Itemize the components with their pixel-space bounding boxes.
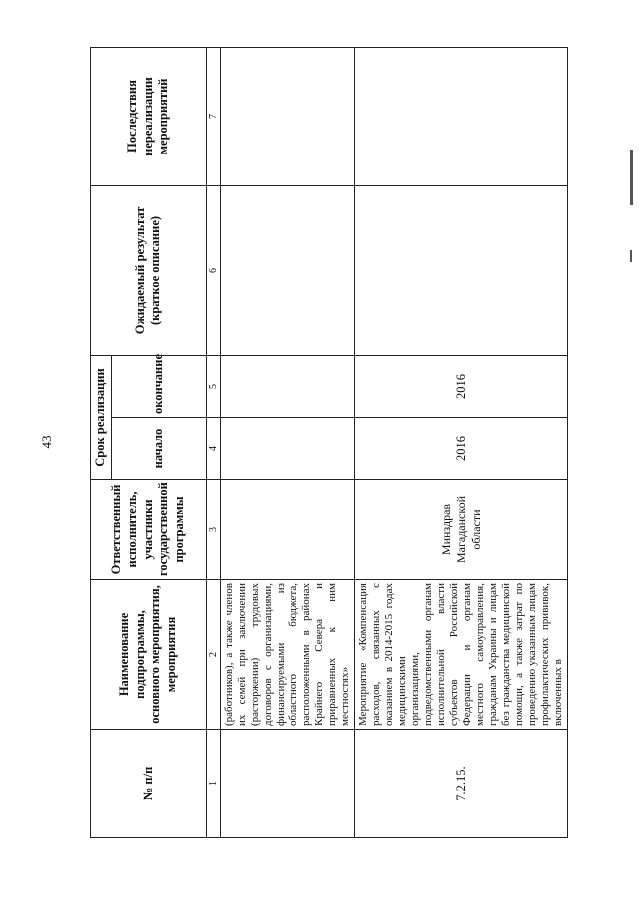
column-number: 3	[206, 480, 220, 580]
header-name: Наименование подпрограммы, основного мероприятия, мероприятия	[91, 580, 207, 730]
program-table	[90, 47, 568, 838]
row-name: (работников), а также членов их семей при заключении (расторжении) трудовых договоров с организациями, финансируемыми из областного бюджета, расположенными в районах Крайнего Севера и приравненных к ним местностях»	[220, 580, 355, 730]
row-executor	[220, 480, 355, 580]
header-result: Ожидаемый результат (краткое описание)	[91, 185, 207, 355]
column-number-row	[206, 47, 220, 837]
row-result	[355, 185, 568, 355]
column-number: 2	[206, 580, 220, 730]
scan-edge-mark	[630, 250, 632, 262]
row-consequences	[355, 47, 568, 185]
column-number: 1	[206, 730, 220, 838]
row-end	[220, 355, 355, 417]
column-number: 4	[206, 418, 220, 480]
row-name: Мероприятие «Компенсация расходов, связанных с оказанием в 2014-2015 годах медицинскими организациями, подведомственными органам исполнительной власти субъектов Российской Федерации и органам местного самоуправления, гражданам Украины и лицам без гражданства медицинской помощи, а также затрат по проведению указанным лицам профилактических прививок, включенных в	[355, 580, 568, 730]
rotated-table-sheet	[90, 48, 590, 838]
row-executor: Минздрав Магаданской области	[355, 480, 568, 580]
column-number: 5	[206, 355, 220, 417]
row-consequences	[220, 47, 355, 185]
table-row	[355, 47, 568, 837]
header-num: № п/п	[91, 730, 207, 838]
header-end: окончание	[111, 355, 206, 417]
row-start: 2016	[355, 418, 568, 480]
column-number: 7	[206, 47, 220, 185]
header-period: Срок реализации	[91, 355, 112, 479]
row-end: 2016	[355, 355, 568, 417]
row-num: 7.2.15.	[355, 730, 568, 838]
row-start	[220, 418, 355, 480]
page-number: 43	[39, 435, 54, 449]
column-number: 6	[206, 185, 220, 355]
scan-edge-mark	[630, 150, 633, 205]
row-num	[220, 730, 355, 838]
header-consequences: Последствия нереализации мероприятий	[91, 47, 207, 185]
header-start: начало	[111, 418, 206, 480]
table-row	[220, 47, 355, 837]
header-executor: Ответственный исполнитель, участники государственной программы	[91, 480, 207, 580]
row-result	[220, 185, 355, 355]
